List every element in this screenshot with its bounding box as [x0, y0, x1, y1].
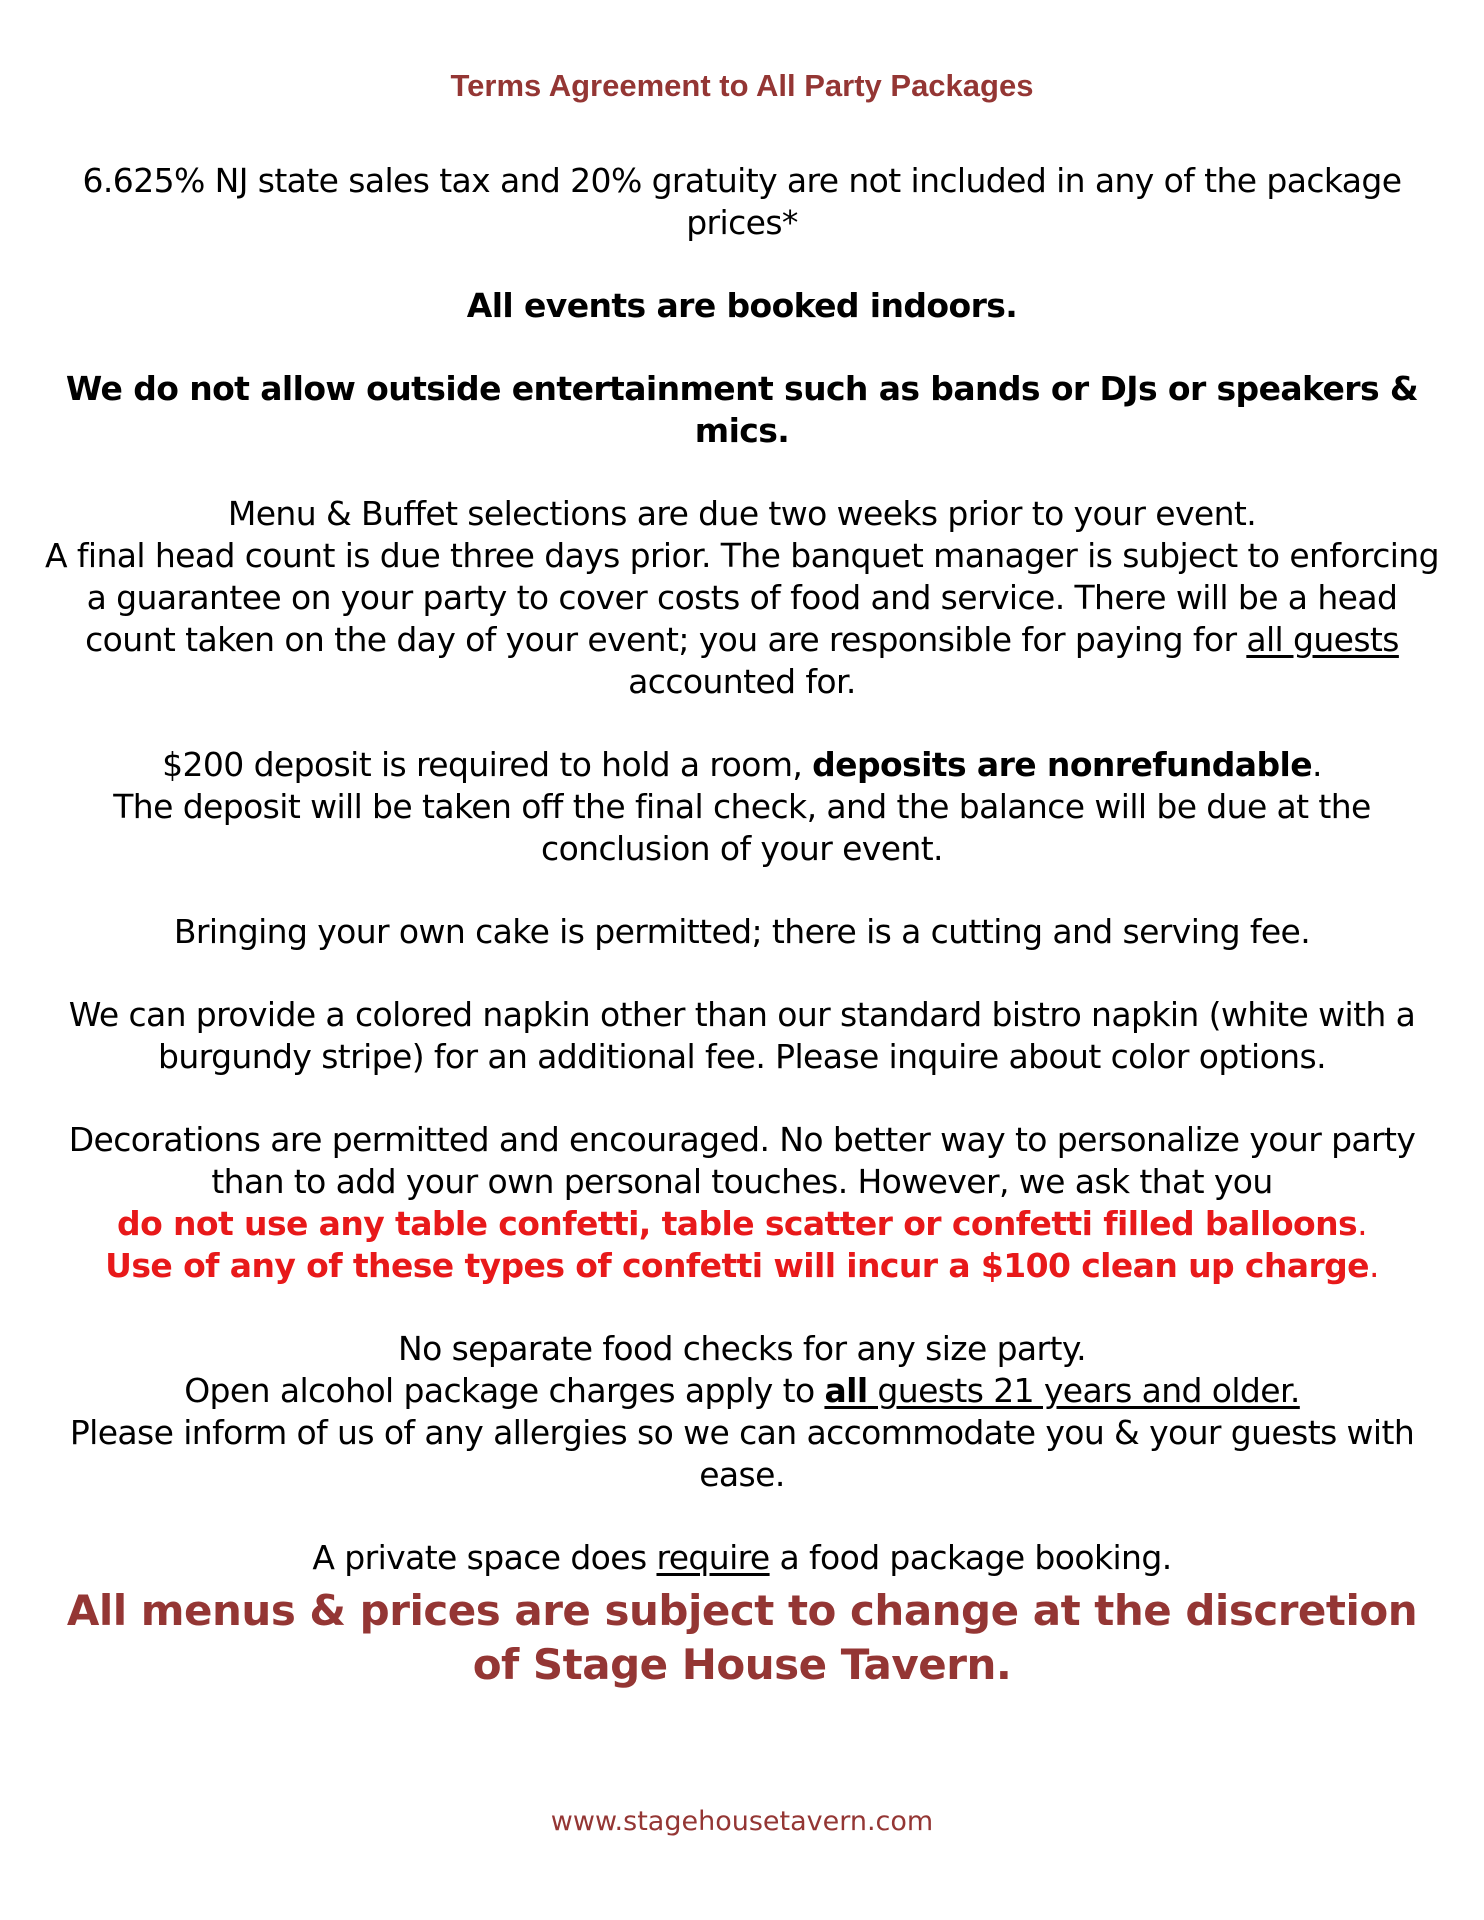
menu-section — [40, 493, 1444, 703]
page-title: Terms Agreement to All Party Packages — [450, 68, 1034, 103]
menu-due-text: Menu & Buffet selections are due two weeks prior to your event. — [227, 494, 1257, 533]
website-footer: www.stagehousetavern.com — [550, 1806, 934, 1837]
decorations-text: Decorations are permitted and encouraged. No better way to personalize your party than to add your own personal touches. However, we ask that you — [68, 1120, 1416, 1201]
head-count-text-end: accounted for. — [628, 662, 856, 701]
cake-note: Bringing your own cake is permitted; there is a cutting and serving fee. — [173, 912, 1311, 951]
deposit-balance-text: The deposit will be taken off the final check, and the balance will be due at the conclusion of your event. — [113, 787, 1371, 868]
alcohol-guests-underlined: guests 21 years and older. — [867, 1371, 1300, 1410]
deposit-section — [40, 744, 1444, 870]
deposit-nonrefundable: deposits are nonrefundable — [812, 745, 1312, 784]
require-underlined: require — [656, 1538, 770, 1577]
napkin-note: We can provide a colored napkin other than our standard bistro napkin (white with a burgundy stripe) for an additional fee. Please inquire about color options. — [68, 995, 1416, 1076]
checks-section — [40, 1328, 1444, 1496]
deposit-period: . — [1312, 745, 1322, 784]
confetti-warning: do not use any table confetti, table scatter or confetti filled balloons — [117, 1204, 1358, 1243]
tax-note: 6.625% NJ state sales tax and 20% gratuity are not included in any of the package prices* — [82, 161, 1402, 242]
indoors-note: All events are booked indoors. — [466, 286, 1018, 325]
deposit-text: $200 deposit is required to hold a room, — [162, 745, 813, 784]
terms-body — [40, 160, 1444, 1620]
alcohol-text: Open alcohol package charges apply to — [184, 1371, 825, 1410]
confetti-warning-period: . — [1357, 1204, 1367, 1243]
allergies-text: Please inform of us of any allergies so we can accommodate you & your guests with ease. — [69, 1413, 1415, 1494]
cleanup-charge-warning: Use of any of these types of confetti will incur a $100 clean up charge — [105, 1246, 1369, 1285]
private-space-note — [40, 1537, 1444, 1579]
private-text: A private space does — [312, 1538, 657, 1577]
separate-checks-text: No separate food checks for any size party. — [398, 1329, 1086, 1368]
all-guests-underlined: all guests — [1246, 620, 1399, 659]
head-count-text: A final head count is due three days prior. The banquet manager is subject to enforcing a guarantee on your party to cover costs of food and service. There will be a head count taken on the day of your event; you are responsible for paying for — [45, 536, 1439, 659]
cleanup-charge-period: . — [1368, 1246, 1379, 1285]
entertainment-note: We do not allow outside entertainment such as bands or DJs or speakers & mics. — [65, 369, 1419, 450]
closing-statement: All menus & prices are subject to change at the discretion of Stage House Tavern. — [66, 1586, 1418, 1689]
alcohol-all-bold: all — [824, 1371, 868, 1410]
decorations-section — [40, 1119, 1444, 1287]
private-text-end: a food package booking. — [769, 1538, 1172, 1577]
